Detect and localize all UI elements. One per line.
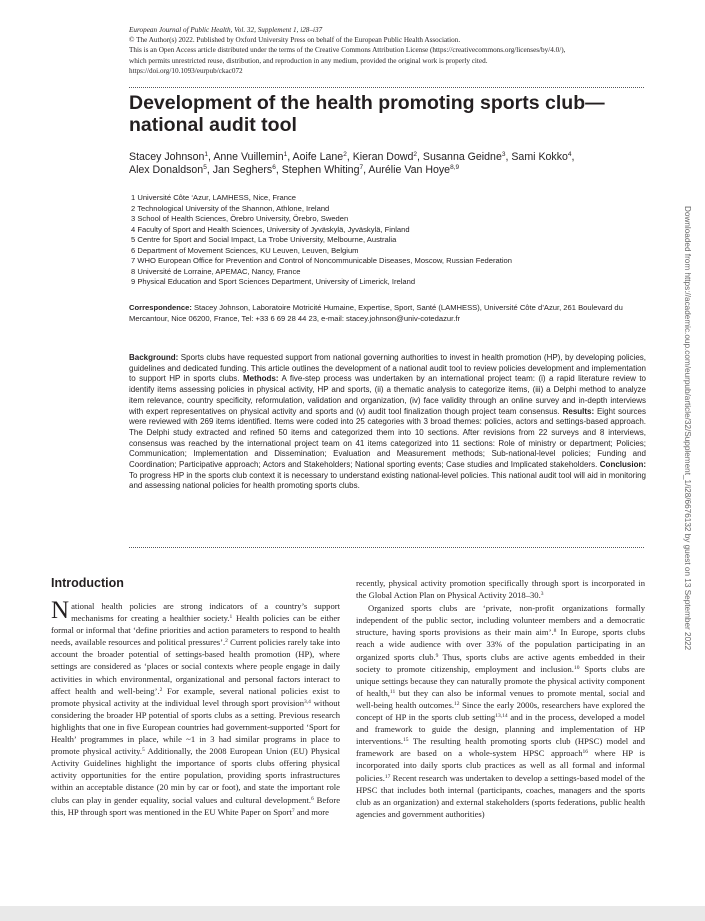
author-affiliation-ref: 5	[203, 164, 207, 171]
citation-ref[interactable]: 11	[389, 688, 396, 695]
author-separator: ,	[571, 151, 575, 163]
intro-paragraph-1	[51, 597, 341, 818]
author-affiliation-ref: 8,9	[450, 164, 460, 171]
author-separator: ,	[363, 164, 369, 176]
license-notice-continued: which permits unrestricted reuse, distribution, and reproduction in any medium, provided the original work is properly cited.	[129, 56, 488, 65]
author-name[interactable]: Stephen Whiting	[281, 164, 360, 176]
copyright-notice: © The Author(s) 2022. Published by Oxford University Press on behalf of the European Public Health Association.	[129, 36, 461, 45]
correspondence-label: Correspondence:	[129, 303, 192, 312]
citation-ref[interactable]: 3	[540, 591, 544, 598]
intro-paragraph-1-continued	[356, 577, 645, 601]
author-name[interactable]: Aoife Lane	[292, 151, 344, 163]
body-text: where HP is incorporated into daily sports club practices as well as all formal and informal policies.	[356, 748, 645, 783]
citation-ref[interactable]: 2	[225, 638, 228, 645]
author-separator: ,	[275, 164, 282, 176]
article-title	[129, 92, 649, 136]
abstract	[129, 353, 646, 492]
citation-ref[interactable]: 5	[142, 747, 145, 754]
affiliation-item: 4 Faculty of Sport and Health Sciences, University of Jyväskylä, Jyväskylä, Finland	[131, 224, 410, 234]
page-bottom-edge	[0, 906, 705, 921]
abstract-results-text: Eight sources were reviewed with 269 items identified. Items were coded into 25 categories with 3 broad themes: policies, actors and settings-based approach. The Delphi study extracted and refined 50 items and categorized them into 10 sections. After revisions from 22 surveys and 8 interviews, consensus was reached by the international project team on 41 items categorized into 11 sections: Role of ministry or department; Policies; Communication; Implementation and Dissemination; Evaluation and Measurement methods; Sub-national-level policies; Funding and Coordination; Participative approach; Actors and Stakeholders; National sporting events; Case studies and Implicated stakeholders.	[129, 406, 647, 470]
author-separator: ,	[208, 151, 214, 163]
body-text: but they can also be informal venues to promote mental, social and well-being health outcomes.	[356, 687, 645, 710]
author-name[interactable]: Susanna Geidne	[422, 151, 502, 163]
download-watermark	[680, 206, 694, 896]
title-line-1: Development of the health promoting sports club—	[129, 92, 605, 114]
author-separator: ,	[505, 151, 512, 163]
author-separator: ,	[287, 151, 293, 163]
citation-ref[interactable]: 2	[159, 686, 163, 693]
journal-citation: European Journal of Public Health, Vol. 32, Supplement 1, i28–i37	[129, 26, 323, 34]
author-affiliation-ref: 2	[343, 151, 347, 158]
correspondence-text: Stacey Johnson, Laboratoire Motricité Humaine, Expertise, Sport, Santé (LAMHESS), Université Côte d’Azur, 261 Boulevard du Mercantour, Nice 06200, France, Tel: +33 6 69 28 44 23, e-mail: stacey.johnson@univ-cotedazur.fr	[129, 303, 623, 323]
author-name[interactable]: Alex Donaldson	[129, 164, 204, 176]
body-text: Health policies can be either formal or informal that ‘define priorities and action parameters to respond to health needs, available resources and political pressures’.	[51, 613, 340, 648]
body-text: Since the early 2000s, researchers have explored the concept of HP in the sports club setting	[356, 699, 645, 723]
abstract-background-text: Sports clubs have requested support from national governing authorities to invest in health promotion (HP), by developing policies, guidelines and dedicated funding. This article outlines the development of a national audit tool to review policies development and implementation to support HP in sports clubs.	[129, 353, 646, 384]
abstract-background-label: Background:	[129, 353, 179, 362]
author-affiliation-ref: 2	[413, 151, 418, 158]
body-text: Thus, sports clubs are active agents embedded in their society to promote citizenship, employment and inclusion.	[356, 651, 645, 674]
body-text: without considering the broader HP potential of sports clubs as a setting. Previous research highlights that one in five European countries had government-supported ‘Sport for Health’ programmes in place, while ~1 in 3 had similar programs in place to promote physical activity.	[51, 697, 340, 757]
body-text: For example, several national policies exist to promote physical activity at the individual level through sport provision	[51, 685, 340, 708]
body-column-right	[356, 577, 645, 820]
citation-ref[interactable]: 7	[291, 807, 295, 814]
author-affiliation-ref: 3	[501, 151, 506, 158]
affiliation-item: 3 School of Health Sciences, Örebro University, Örebro, Sweden	[131, 214, 349, 223]
body-column-left	[51, 576, 340, 818]
body-text: Additionally, the 2008 European Union (EU) Physical Activity Guidelines highlight the importance of sports clubs offering physical activity opportunities for the entire population, providing sports infrastructures within an acceptable distance (20 min by car or foot), and state the important role clubs can play in gender equality, social values and cultural development.	[51, 746, 341, 805]
affiliation-item: 2 Technological University of the Shannon, Athlone, Ireland	[131, 203, 330, 213]
abstract-methods-label: Methods:	[242, 374, 279, 384]
author-name[interactable]: Kieran Dowd	[352, 151, 414, 163]
citation-ref[interactable]: 17	[384, 773, 391, 780]
body-text: ational health policies are strong indicators of a country’s support mechanisms for creating a healthier society.	[71, 601, 340, 624]
author-name[interactable]: Aurélie Van Hoye	[368, 164, 451, 176]
author-name[interactable]: Jan Seghers	[212, 164, 273, 176]
citation-ref[interactable]: 16	[582, 749, 589, 756]
author-name[interactable]: Sami Kokko	[511, 151, 568, 163]
abstract-conclusion-text: To progress HP in the sports club context it is necessary to understand existing national-level policies. This national audit tool will aid in monitoring and assessing national policies for health promoting sports clubs.	[129, 470, 646, 491]
affiliation-item: 8 Université de Lorraine, APEMAC, Nancy, France	[131, 266, 301, 276]
download-note: Downloaded from https://academic.oup.com/eurpub/article/32/Supplement_1/i28/6676132 by guest on 13 September 2022	[683, 206, 692, 651]
author-list	[129, 151, 649, 177]
affiliation-item: 5 Centre for Sport and Social Impact, La Trobe University, Melbourne, Australia	[131, 235, 397, 244]
body-text: The resulting health promoting sports club (HPSC) model and framework are based on a whole-system HPSC approach	[356, 736, 645, 759]
author-name[interactable]: Anne Vuillemin	[213, 151, 284, 163]
citation-ref[interactable]: 1	[229, 614, 233, 621]
citation-ref[interactable]: 3,4	[304, 698, 311, 705]
affiliation-item: 9 Physical Education and Sport Sciences Department, University of Limerick, Ireland	[131, 277, 416, 286]
body-text: Sports clubs are unique settings because they can naturally promote the physical activity component of health,	[356, 663, 645, 698]
citation-ref[interactable]: 13,14	[495, 713, 508, 720]
affiliation-list	[131, 193, 651, 288]
abstract-methods-text: A five-step process was undertaken by an international project team: (i) a rapid literature review to identify items assessing policies in physical activity, HP and sports, (ii) a thematic analysis to categorize items, (iii) a Delphi method to analyze item relevance, country specificity, reformulation, validation and organization, (iv) face validity through an online survey and in-depth interviews with expert representatives on physical activity and sports and (v) audit tool finalization though project team consensus.	[129, 374, 646, 416]
body-text: and in the process, developed a model and framework to guide the design, planning and implementation of HP interventions.	[356, 712, 645, 747]
citation-ref[interactable]: 10	[573, 664, 580, 671]
author-separator: ,	[417, 151, 423, 163]
body-text: Current policies rarely take into account the broader potential of settings-based health promotion (HP), where settings are considered as ‘places or social contexts where people engage in daily activities in which environmental, organizational and personal factors interact to affect health and well-being’.	[51, 637, 340, 696]
body-text: recently, physical activity promotion specifically through sport is incorporated in the Global Action Plan on Physical Activity 2018–30.	[356, 578, 645, 601]
introduction-heading: Introduction	[51, 576, 124, 590]
article-metadata	[129, 25, 659, 76]
citation-ref[interactable]: 9	[435, 652, 439, 659]
body-text: Recent research was undertaken to develop a settings-based model of the HPSC that includes both internal (participants, coaches, managers and the sports club as an organization) and external stakeholders (sports federations, public health agencies and government authorities)	[356, 772, 645, 819]
license-notice: This is an Open Access article distributed under the terms of the Creative Commons Attribution License (https://creativecommons.org/licenses/by/4.0/),	[129, 46, 566, 55]
intro-paragraph-2	[356, 602, 645, 820]
citation-ref[interactable]: 15	[403, 737, 409, 744]
body-text: Organized sports clubs are ‘private, non-profit organizations formally independent of the public sector, including volunteer members and a democratic structure, having sports provisions as their main aim’.	[356, 603, 645, 638]
body-text: Before this, HP through sport was mentioned in the EU White Paper on Sport	[51, 794, 341, 817]
author-affiliation-ref: 6	[272, 164, 276, 171]
author-affiliation-ref: 1	[204, 151, 209, 158]
citation-ref[interactable]: 6	[311, 795, 314, 802]
doi-link[interactable]: https://doi.org/10.1093/eurpub/ckac072	[129, 66, 243, 75]
abstract-results-label: Results:	[562, 406, 595, 416]
body-text: In Europe, sports clubs reach a wide audience with over 33% of the population participating in an organized sports club.	[356, 627, 645, 662]
author-affiliation-ref: 7	[359, 164, 364, 171]
title-line-2: national audit tool	[129, 114, 297, 136]
drop-cap: N	[51, 597, 70, 624]
divider-bottom	[129, 547, 644, 548]
citation-ref[interactable]: 8	[553, 628, 557, 635]
divider-top	[129, 87, 644, 88]
citation-ref[interactable]: 12	[454, 700, 460, 707]
author-name[interactable]: Stacey Johnson	[129, 151, 205, 163]
author-separator: ,	[346, 151, 353, 163]
affiliation-item: 1 Université Côte ‘Azur, LAMHESS, Nice, France	[131, 193, 297, 202]
affiliation-item: 6 Department of Movement Sciences, KU Leuven, Leuven, Belgium	[131, 245, 359, 255]
body-text: and more	[294, 806, 329, 817]
author-affiliation-ref: 4	[567, 151, 572, 158]
abstract-conclusion-label: Conclusion:	[599, 460, 646, 470]
affiliation-item: 7 WHO European Office for Prevention and Control of Noncommunicable Diseases, Moscow, Russian Federation	[131, 256, 512, 265]
author-affiliation-ref: 1	[283, 151, 288, 158]
correspondence-block	[129, 303, 644, 324]
author-separator: ,	[206, 164, 213, 176]
